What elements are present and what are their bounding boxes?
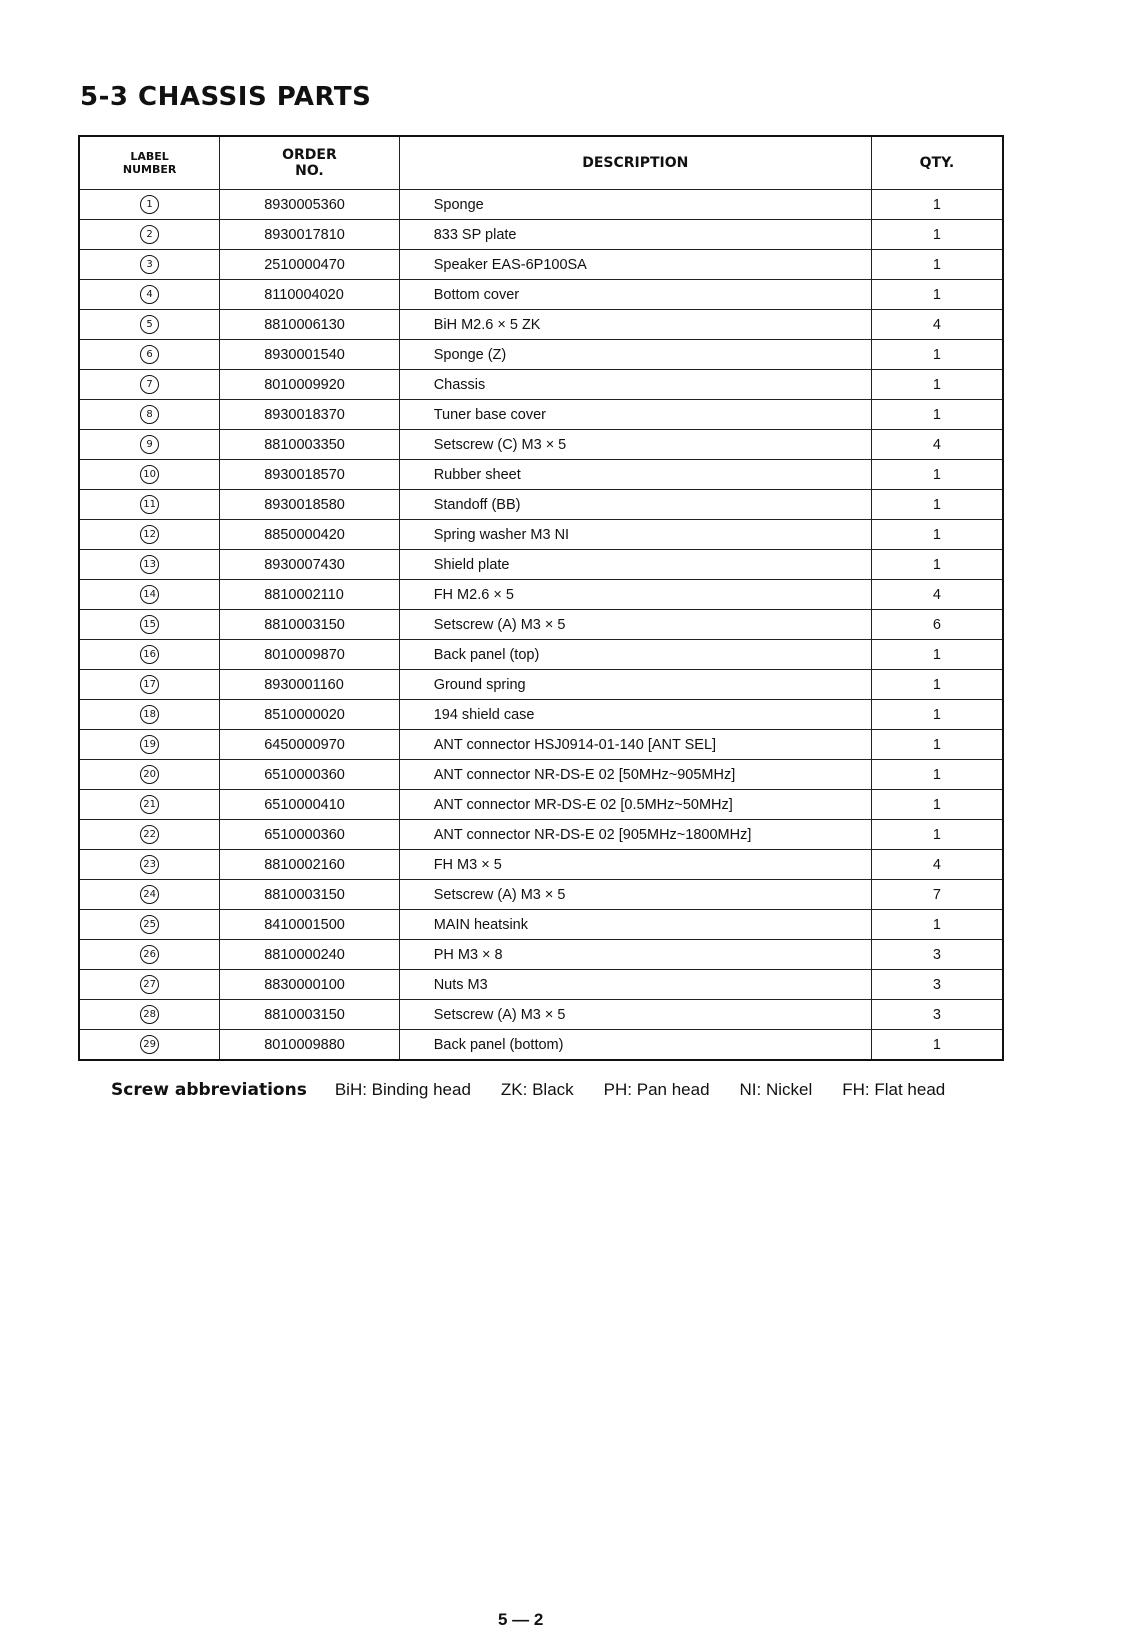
description-cell: Back panel (bottom) (399, 1030, 871, 1061)
description-cell: Setscrew (A) M3 × 5 (399, 880, 871, 910)
table-row (79, 760, 1003, 790)
table-row (79, 280, 1003, 310)
qty-cell: 1 (871, 790, 1003, 820)
label-number-cell (79, 670, 220, 700)
order-number-cell: 6450000970 (220, 730, 400, 760)
label-number-cell (79, 760, 220, 790)
description-cell: 833 SP plate (399, 220, 871, 250)
header-label-line2: NUMBER (122, 163, 177, 176)
qty-cell: 1 (871, 220, 1003, 250)
page-title: 5-3 CHASSIS PARTS (80, 82, 372, 112)
order-number-cell: 8010009880 (220, 1030, 400, 1061)
abbreviation-item: BiH: Binding head (334, 1080, 471, 1099)
description-cell: 194 shield case (399, 700, 871, 730)
label-number: 20 (140, 765, 159, 784)
description-cell: Setscrew (A) M3 × 5 (399, 610, 871, 640)
table-row (79, 970, 1003, 1000)
label-number: 27 (140, 975, 159, 994)
table-row (79, 310, 1003, 340)
label-number-cell (79, 610, 220, 640)
label-number-cell (79, 280, 220, 310)
order-number-cell: 6510000410 (220, 790, 400, 820)
order-number-cell: 2510000470 (220, 250, 400, 280)
label-number: 1 (140, 195, 159, 214)
table-row (79, 1030, 1003, 1061)
label-number-cell (79, 460, 220, 490)
header-description: DESCRIPTION (399, 136, 871, 190)
table-row (79, 340, 1003, 370)
table-row (79, 400, 1003, 430)
qty-cell: 1 (871, 250, 1003, 280)
table-row (79, 370, 1003, 400)
page-number: 5 — 2 (498, 1610, 544, 1629)
label-number: 11 (140, 495, 159, 514)
label-number: 29 (140, 1035, 159, 1054)
table-row (79, 670, 1003, 700)
abbreviations-lead: Screw abbreviations (111, 1080, 307, 1100)
label-number-cell (79, 790, 220, 820)
label-number-cell (79, 730, 220, 760)
table-row (79, 730, 1003, 760)
label-number-cell (79, 520, 220, 550)
label-number: 19 (140, 735, 159, 754)
table-row (79, 610, 1003, 640)
qty-cell: 1 (871, 820, 1003, 850)
table-header-row (79, 136, 1003, 190)
description-cell: Setscrew (A) M3 × 5 (399, 1000, 871, 1030)
qty-cell: 1 (871, 670, 1003, 700)
label-number-cell (79, 310, 220, 340)
label-number: 16 (140, 645, 159, 664)
abbreviation-item: FH: Flat head (842, 1080, 946, 1099)
description-cell: Shield plate (399, 550, 871, 580)
label-number: 23 (140, 855, 159, 874)
qty-cell: 1 (871, 190, 1003, 220)
qty-cell: 4 (871, 580, 1003, 610)
label-number: 17 (140, 675, 159, 694)
order-number-cell: 8810002110 (220, 580, 400, 610)
qty-cell: 1 (871, 1030, 1003, 1061)
qty-cell: 1 (871, 460, 1003, 490)
header-qty: QTY. (871, 136, 1003, 190)
label-number-cell (79, 1000, 220, 1030)
label-number-cell (79, 370, 220, 400)
description-cell: Rubber sheet (399, 460, 871, 490)
label-number-cell (79, 640, 220, 670)
label-number: 22 (140, 825, 159, 844)
table-row (79, 430, 1003, 460)
label-number-cell (79, 940, 220, 970)
qty-cell: 3 (871, 940, 1003, 970)
label-number-cell (79, 910, 220, 940)
label-number-cell (79, 700, 220, 730)
label-number: 3 (140, 255, 159, 274)
table-row (79, 550, 1003, 580)
table-row (79, 700, 1003, 730)
qty-cell: 3 (871, 1000, 1003, 1030)
label-number: 8 (140, 405, 159, 424)
order-number-cell: 8930001540 (220, 340, 400, 370)
label-number-cell (79, 430, 220, 460)
order-number-cell: 8810003150 (220, 610, 400, 640)
table-row (79, 250, 1003, 280)
order-number-cell: 8930001160 (220, 670, 400, 700)
description-cell: MAIN heatsink (399, 910, 871, 940)
label-number: 25 (140, 915, 159, 934)
order-number-cell: 8930018580 (220, 490, 400, 520)
label-number-cell (79, 970, 220, 1000)
description-cell: Back panel (top) (399, 640, 871, 670)
header-label-number (79, 136, 220, 190)
order-number-cell: 8410001500 (220, 910, 400, 940)
header-order-line1: ORDER (282, 147, 337, 163)
label-number: 2 (140, 225, 159, 244)
description-cell: BiH M2.6 × 5 ZK (399, 310, 871, 340)
label-number-cell (79, 580, 220, 610)
description-cell: Chassis (399, 370, 871, 400)
description-cell: Bottom cover (399, 280, 871, 310)
label-number: 9 (140, 435, 159, 454)
qty-cell: 1 (871, 640, 1003, 670)
qty-cell: 1 (871, 730, 1003, 760)
description-cell: Nuts M3 (399, 970, 871, 1000)
qty-cell: 1 (871, 520, 1003, 550)
table-row (79, 490, 1003, 520)
table-row (79, 190, 1003, 220)
label-number-cell (79, 220, 220, 250)
order-number-cell: 8810003150 (220, 880, 400, 910)
qty-cell: 1 (871, 910, 1003, 940)
table-row (79, 790, 1003, 820)
order-number-cell: 8810000240 (220, 940, 400, 970)
qty-cell: 4 (871, 310, 1003, 340)
qty-cell: 1 (871, 490, 1003, 520)
order-number-cell: 8830000100 (220, 970, 400, 1000)
label-number: 13 (140, 555, 159, 574)
header-label-line1: LABEL (130, 150, 169, 163)
order-number-cell: 8930018370 (220, 400, 400, 430)
table-row (79, 820, 1003, 850)
label-number: 15 (140, 615, 159, 634)
description-cell: FH M2.6 × 5 (399, 580, 871, 610)
label-number: 10 (140, 465, 159, 484)
table-row (79, 520, 1003, 550)
order-number-cell: 8510000020 (220, 700, 400, 730)
order-number-cell: 6510000360 (220, 760, 400, 790)
description-cell: Sponge (Z) (399, 340, 871, 370)
abbreviation-item: ZK: Black (500, 1080, 574, 1099)
qty-cell: 1 (871, 760, 1003, 790)
table-row (79, 580, 1003, 610)
description-cell: Setscrew (C) M3 × 5 (399, 430, 871, 460)
screw-abbreviations (111, 1080, 975, 1100)
description-cell: Speaker EAS-6P100SA (399, 250, 871, 280)
label-number-cell (79, 850, 220, 880)
description-cell: Ground spring (399, 670, 871, 700)
header-order-no (220, 136, 400, 190)
qty-cell: 1 (871, 550, 1003, 580)
label-number-cell (79, 250, 220, 280)
label-number: 14 (140, 585, 159, 604)
qty-cell: 6 (871, 610, 1003, 640)
order-number-cell: 8010009920 (220, 370, 400, 400)
description-cell: ANT connector MR-DS-E 02 [0.5MHz~50MHz] (399, 790, 871, 820)
qty-cell: 7 (871, 880, 1003, 910)
abbreviation-item: PH: Pan head (603, 1080, 710, 1099)
table-row (79, 1000, 1003, 1030)
description-cell: FH M3 × 5 (399, 850, 871, 880)
table-row (79, 850, 1003, 880)
label-number: 28 (140, 1005, 159, 1024)
qty-cell: 4 (871, 430, 1003, 460)
label-number: 5 (140, 315, 159, 334)
description-cell: ANT connector NR-DS-E 02 [50MHz~905MHz] (399, 760, 871, 790)
table-row (79, 220, 1003, 250)
label-number: 12 (140, 525, 159, 544)
table-body (79, 190, 1003, 1061)
label-number: 7 (140, 375, 159, 394)
description-cell: Tuner base cover (399, 400, 871, 430)
table-row (79, 910, 1003, 940)
order-number-cell: 8930007430 (220, 550, 400, 580)
order-number-cell: 6510000360 (220, 820, 400, 850)
label-number: 6 (140, 345, 159, 364)
qty-cell: 1 (871, 370, 1003, 400)
qty-cell: 1 (871, 400, 1003, 430)
order-number-cell: 8810006130 (220, 310, 400, 340)
label-number-cell (79, 550, 220, 580)
label-number-cell (79, 1030, 220, 1061)
label-number: 21 (140, 795, 159, 814)
order-number-cell: 8930018570 (220, 460, 400, 490)
description-cell: PH M3 × 8 (399, 940, 871, 970)
qty-cell: 1 (871, 340, 1003, 370)
description-cell: Sponge (399, 190, 871, 220)
order-number-cell: 8010009870 (220, 640, 400, 670)
description-cell: ANT connector NR-DS-E 02 [905MHz~1800MHz] (399, 820, 871, 850)
table-row (79, 460, 1003, 490)
label-number-cell (79, 880, 220, 910)
order-number-cell: 8810002160 (220, 850, 400, 880)
description-cell: Spring washer M3 NI (399, 520, 871, 550)
label-number-cell (79, 340, 220, 370)
table-row (79, 880, 1003, 910)
label-number: 26 (140, 945, 159, 964)
qty-cell: 4 (871, 850, 1003, 880)
label-number: 24 (140, 885, 159, 904)
order-number-cell: 8850000420 (220, 520, 400, 550)
label-number-cell (79, 820, 220, 850)
order-number-cell: 8810003150 (220, 1000, 400, 1030)
description-cell: ANT connector HSJ0914-01-140 [ANT SEL] (399, 730, 871, 760)
qty-cell: 3 (871, 970, 1003, 1000)
order-number-cell: 8930017810 (220, 220, 400, 250)
label-number-cell (79, 400, 220, 430)
abbreviation-item: NI: Nickel (739, 1080, 813, 1099)
label-number: 4 (140, 285, 159, 304)
order-number-cell: 8930005360 (220, 190, 400, 220)
chassis-parts-table (78, 135, 1004, 1061)
label-number-cell (79, 190, 220, 220)
table-row (79, 940, 1003, 970)
table-row (79, 640, 1003, 670)
qty-cell: 1 (871, 280, 1003, 310)
qty-cell: 1 (871, 700, 1003, 730)
order-number-cell: 8810003350 (220, 430, 400, 460)
header-order-line2: NO. (295, 163, 324, 179)
label-number-cell (79, 490, 220, 520)
order-number-cell: 8110004020 (220, 280, 400, 310)
description-cell: Standoff (BB) (399, 490, 871, 520)
label-number: 18 (140, 705, 159, 724)
